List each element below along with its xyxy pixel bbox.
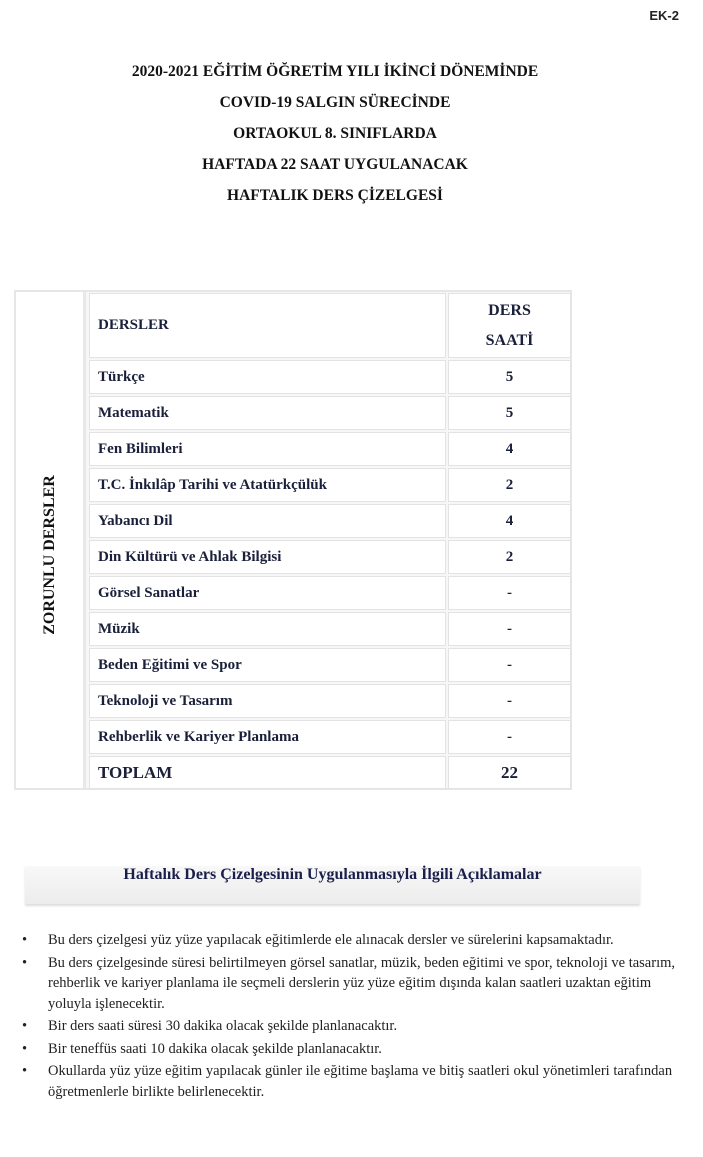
hours-cell: -	[448, 576, 571, 610]
notes-heading: Haftalık Ders Çizelgesinin Uygulanmasıyla İlgili Açıklamalar	[25, 866, 640, 904]
notes-list	[20, 930, 690, 1104]
table-row	[88, 539, 572, 575]
note-item	[20, 930, 690, 951]
table-row	[88, 575, 572, 611]
bullet-icon: •	[22, 954, 28, 971]
subject-cell: Rehberlik ve Kariyer Planlama	[89, 720, 446, 754]
annex-label: EK-2	[649, 8, 679, 23]
header-hours	[448, 293, 571, 358]
total-hours: 22	[448, 756, 571, 789]
table-row	[88, 395, 572, 431]
header-subject: DERSLER	[89, 293, 446, 358]
subject-cell: T.C. İnkılâp Tarihi ve Atatürkçülük	[89, 468, 446, 502]
title-line: 2020-2021 EĞİTİM ÖĞRETİM YILI İKİNCİ DÖNEMİNDE	[131, 63, 539, 80]
note-item	[20, 1016, 690, 1037]
document-title	[0, 56, 670, 211]
subject-cell: Matematik	[89, 396, 446, 430]
hours-cell: 2	[448, 540, 571, 574]
subject-cell: Teknoloji ve Tasarım	[89, 684, 446, 718]
table-row	[88, 467, 572, 503]
subject-cell: Din Kültürü ve Ahlak Bilgisi	[89, 540, 446, 574]
side-label: ZORUNLU DERSLER	[40, 475, 58, 635]
note-item	[20, 1039, 690, 1060]
total-label: TOPLAM	[89, 756, 446, 789]
title-line: HAFTALIK DERS ÇİZELGESİ	[227, 187, 443, 204]
bullet-icon: •	[22, 1040, 28, 1057]
table-row	[88, 647, 572, 683]
header-hours-line1: DERS	[488, 301, 531, 319]
hours-cell: 2	[448, 468, 571, 502]
table-row	[88, 359, 572, 395]
note-text: Okullarda yüz yüze eğitim yapılacak günler ile eğitime başlama ve bitiş saatleri okul yönetimleri tarafından öğretmenlerle birlikte belirlenecektir.	[48, 1063, 673, 1100]
hours-cell: 5	[448, 396, 571, 430]
hours-cell: -	[448, 648, 571, 682]
subject-cell: Türkçe	[89, 360, 446, 394]
note-text: Bir teneffüs saati 10 dakika olacak şekilde planlanacaktır.	[48, 1040, 382, 1057]
note-text: Bu ders çizelgesi yüz yüze yapılacak eğitimlerde ele alınacak dersler ve sürelerini kapsamaktadır.	[48, 932, 614, 948]
table-header-row	[88, 292, 572, 359]
hours-cell: 5	[448, 360, 571, 394]
hours-cell: 4	[448, 432, 571, 466]
note-text: Bir ders saati süresi 30 dakika olacak şekilde planlanacaktır.	[48, 1018, 398, 1034]
hours-cell: 4	[448, 504, 571, 538]
bullet-icon: •	[22, 1063, 28, 1079]
table-row	[88, 719, 572, 755]
bullet-icon: •	[22, 1018, 28, 1034]
subject-cell: Müzik	[89, 612, 446, 646]
table-row	[88, 503, 572, 539]
hours-cell: -	[448, 612, 571, 646]
subject-cell: Beden Eğitimi ve Spor	[89, 648, 446, 682]
subject-cell: Yabancı Dil	[89, 504, 446, 538]
subject-cell: Görsel Sanatlar	[89, 576, 446, 610]
total-row	[88, 755, 572, 790]
hours-cell: -	[448, 684, 571, 718]
header-hours-line2: SAATİ	[485, 331, 534, 349]
hours-cell: -	[448, 720, 571, 754]
side-label-cell	[16, 292, 86, 788]
title-line: ORTAOKUL 8. SINIFLARDA	[233, 125, 437, 142]
table-row	[88, 431, 572, 467]
subject-cell: Fen Bilimleri	[89, 432, 446, 466]
table-row	[88, 683, 572, 719]
schedule-table	[14, 290, 572, 790]
table-row	[88, 611, 572, 647]
note-text: Bu ders çizelgesinde süresi belirtilmeyen görsel sanatlar, müzik, beden eğitimi ve spor, teknoloji ve tasarım, rehberlik ve kariyer planlama ile seçmeli derslerin yüz yüze eğitim dışında kalan saatleri uzaktan eğitim yoluyla işlenecektir.	[48, 954, 675, 1012]
title-line: COVID-19 SALGIN SÜRECİNDE	[219, 94, 451, 111]
bullet-icon: •	[22, 932, 28, 948]
note-item	[20, 1061, 690, 1102]
note-item	[20, 953, 690, 1015]
title-line: HAFTADA 22 SAAT UYGULANACAK	[202, 156, 468, 173]
